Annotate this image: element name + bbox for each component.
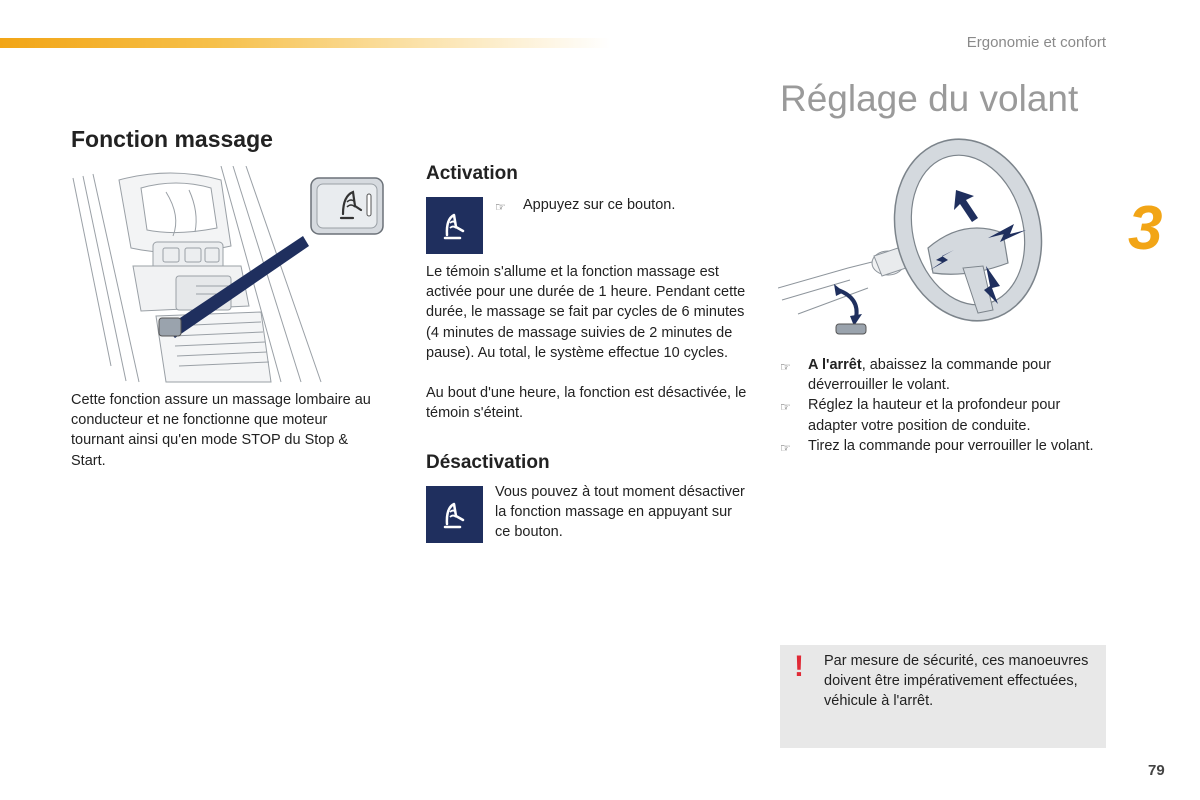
- deactivation-heading: Désactivation: [426, 452, 550, 473]
- activation-bullet: [495, 195, 750, 217]
- steering-bullet-1-bold: A l'arrêt: [808, 357, 862, 373]
- activation-paragraph-1: Le témoin s'allume et la fonction massage est activée pour une durée de 1 heure. Pendant cette durée, le massage se fait par cycles de 6 minutes (4 minutes de massage suivies de 2 minutes de pause). Au total, le système effectue 10 cycles.: [426, 264, 746, 361]
- steering-wheel: [875, 138, 1048, 338]
- steering-bullet-1: [780, 355, 1095, 395]
- steering-bullet-3-text: Tirez la commande pour verrouiller le volant.: [808, 437, 1094, 454]
- steering-bullet-2: [780, 395, 1095, 435]
- activation-paragraph-2: Au bout d'une heure, la fonction est désactivée, le témoin s'éteint.: [426, 385, 747, 422]
- steering-wheel-drawing: [778, 138, 1048, 348]
- steering-heading: Réglage du volant: [780, 78, 1079, 119]
- console-drawing: [71, 166, 387, 384]
- console-illustration: [71, 166, 387, 384]
- massage-seat-icon: [438, 498, 472, 532]
- massage-button-icon-deactivation: [426, 486, 483, 543]
- safety-note-text: Par mesure de sécurité, ces manoeuvres doivent être impérativement effectuées, véhicule à l'arrêt.: [824, 653, 1089, 710]
- steering-bullet-2-text: Réglez la hauteur et la profondeur pour adapter votre position de conduite.: [808, 397, 1061, 434]
- activation-heading: Activation: [426, 163, 518, 184]
- massage-heading: Fonction massage: [71, 126, 273, 152]
- warning-icon: !: [794, 650, 804, 683]
- steering-bullet-1-text: , abaissez la commande pour déverrouiller le volant.: [808, 357, 1052, 394]
- steering-bullet-3: [780, 436, 1095, 458]
- section-name: Ergonomie et confort: [966, 34, 1106, 51]
- header-accent-bar: [0, 38, 610, 48]
- massage-button-zoom: [311, 178, 383, 234]
- massage-button-icon-activation: [426, 197, 483, 254]
- steering-bullets: [780, 355, 1095, 458]
- activation-bullet-text: Appuyez sur ce bouton.: [523, 197, 676, 213]
- massage-intro: Cette fonction assure un massage lombaire au conducteur et ne fonctionne que moteur tournant ainsi qu'en mode STOP du Stop & Start.: [71, 392, 371, 469]
- pointing-hand-icon: ☞: [495, 200, 506, 214]
- chapter-number: 3: [1128, 194, 1163, 263]
- massage-seat-icon: [438, 209, 472, 243]
- pointing-hand-icon: ☞: [780, 440, 791, 455]
- page-number: 79: [1148, 762, 1165, 779]
- deactivation-text: Vous pouvez à tout moment désactiver la fonction massage en appuyant sur ce bouton.: [495, 484, 745, 541]
- pointing-hand-icon: ☞: [780, 360, 791, 374]
- steering-illustration: [778, 138, 1048, 348]
- pointing-hand-icon: ☞: [780, 400, 791, 415]
